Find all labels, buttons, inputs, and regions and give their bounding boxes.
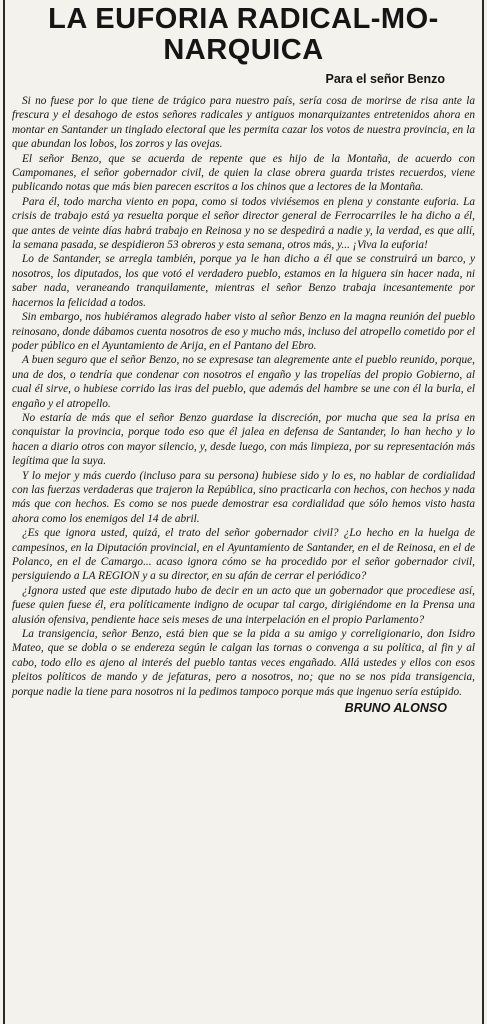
headline-line-1: LA EUFORIA RADICAL-MO- [48, 3, 439, 35]
headline-line-2: NARQUICA [163, 34, 324, 66]
paragraph: La transigencia, señor Benzo, está bien que se la pida a su amigo y correligionario, don Isidro Mateo, que se dobla o se endereza según le calgan las tornas o convenga a su política, al fin y al cabo, todo ello es ajeno al interés del pueblo tantas veces engañado. Allá ustedes y ellos con esos pleitos políticos de mando y de jefaturas, pero a nosotros, no; que no se nos pida transigencia, porque nadie la tiene para nosotros ni la pedimos tampoco porque más que ingenuo sería estúpido. [12, 628, 475, 698]
right-column-rule [482, 0, 484, 1024]
left-column-rule [3, 0, 5, 1024]
paragraph: ¿Ignora usted que este diputado hubo de decir en un acto que un gobernador que procediese así, fuese quien fuese él, era políticamente indigno de ocupar tal cargo, dirigiéndome en la Prensa una alusión ofensiva, pendiente hace seis meses de una interpelación en el propio Parlamento? [12, 584, 475, 626]
paragraph: Para él, todo marcha viento en popa, como si todos viviésemos en plena y constante euforia. La crisis de trabajo está ya resuelta porque el señor director general de Ferrocarriles le ha dicho a él, que antes de veinte días habrá trabajo en Reinosa y no se despedirá a nadie y, la verdad, es que allí, la semana pasada, se despidieron 53 obreros y esta semana, otros más, y... ¡Viva la euforia! [12, 195, 475, 252]
article-body [12, 94, 475, 699]
paragraph: Sin embargo, nos hubiéramos alegrado haber visto al señor Benzo en la magna reunión del pueblo reinosano, donde dábamos cuenta nosotros de eso y mucho más, incluso del atropello cometido por el poder público en el Ayuntamiento de Arija, en el Pantano del Ebro. [12, 311, 475, 352]
paragraph: Lo de Santander, se arregla también, porque ya le han dicho a él que se construirá un barco, y nosotros, los diputados, los que votó el verdadero pueblo, estamos en la higuera sin hacer nada, ni saber nada, veraneando tranquilamente, mientras el señor Benzo trabaja incesantemente por hacernos la felicidad a todos. [12, 253, 475, 309]
paragraph: Si no fuese por lo que tiene de trágico para nuestro país, sería cosa de morirse de risa ante la frescura y el desahogo de estos señores radicales y antiguos monarquizantes entretenidos ahora en montar en Santander un tinglado electoral que les permita cazar los votos de nuestra provincia, en la que abundan los lobos, los zorros y las ovejas. [12, 95, 475, 151]
subtitle: Para el señor Benzo [325, 72, 445, 86]
headline [12, 4, 475, 66]
paragraph: ¿Es que ignora usted, quizá, el trato del señor gobernador civil? ¿Lo hecho en la huelga de campesinos, en la Diputación provincial, en el Ayuntamiento de Santander, en el de Reinosa, en el de Polanco, en el de Camargo... acaso ignora cómo se ha procedido por el señor gobernador civil, persiguiendo a LA REGION y a su director, en su afán de cerrar el periódico? [12, 527, 475, 583]
paragraph: El señor Benzo, que se acuerda de repente que es hijo de la Montaña, de acuerdo con Campomanes, el señor gobernador civil, de quien la clase obrera guarda tristes recuerdos, viene publicando notas que más bien parecen escritos a los chinos que a lectores de la Montaña. [12, 152, 475, 194]
paragraph: Y lo mejor y más cuerdo (incluso para su persona) hubiese sido y lo es, no hablar de cordialidad con las fuerzas verdaderas que trajeron la República, sino practicarla con hechos, con hechos y nada más que con hechos. Es como se nos puede demostrar esa cordialidad que sólo hemos visto hasta ahora como los enemigos del 14 de abril. [12, 469, 475, 525]
paragraph: No estaría de más que el señor Benzo guardase la discreción, por mucha que sea la prisa en conquistar la provincia, porque todo eso que él jalea en defensa de Santander, lo han hecho y lo hacen a diario otros con mayor silencio, y, desde luego, con más limpieza, por su representación más legítima que la suya. [12, 411, 475, 468]
paragraph: A buen seguro que el señor Benzo, no se expresase tan alegremente ante el pueblo reunido, porque, una de dos, o tendría que condenar con nosotros el engaño y las tropelías del propio Gobierno, al cual él sirve, o hubiese corrido las iras del pueblo, que además del hambre se une con él la burla, el engaño y el atropello. [12, 354, 475, 410]
author-signature: BRUNO ALONSO [344, 701, 447, 716]
